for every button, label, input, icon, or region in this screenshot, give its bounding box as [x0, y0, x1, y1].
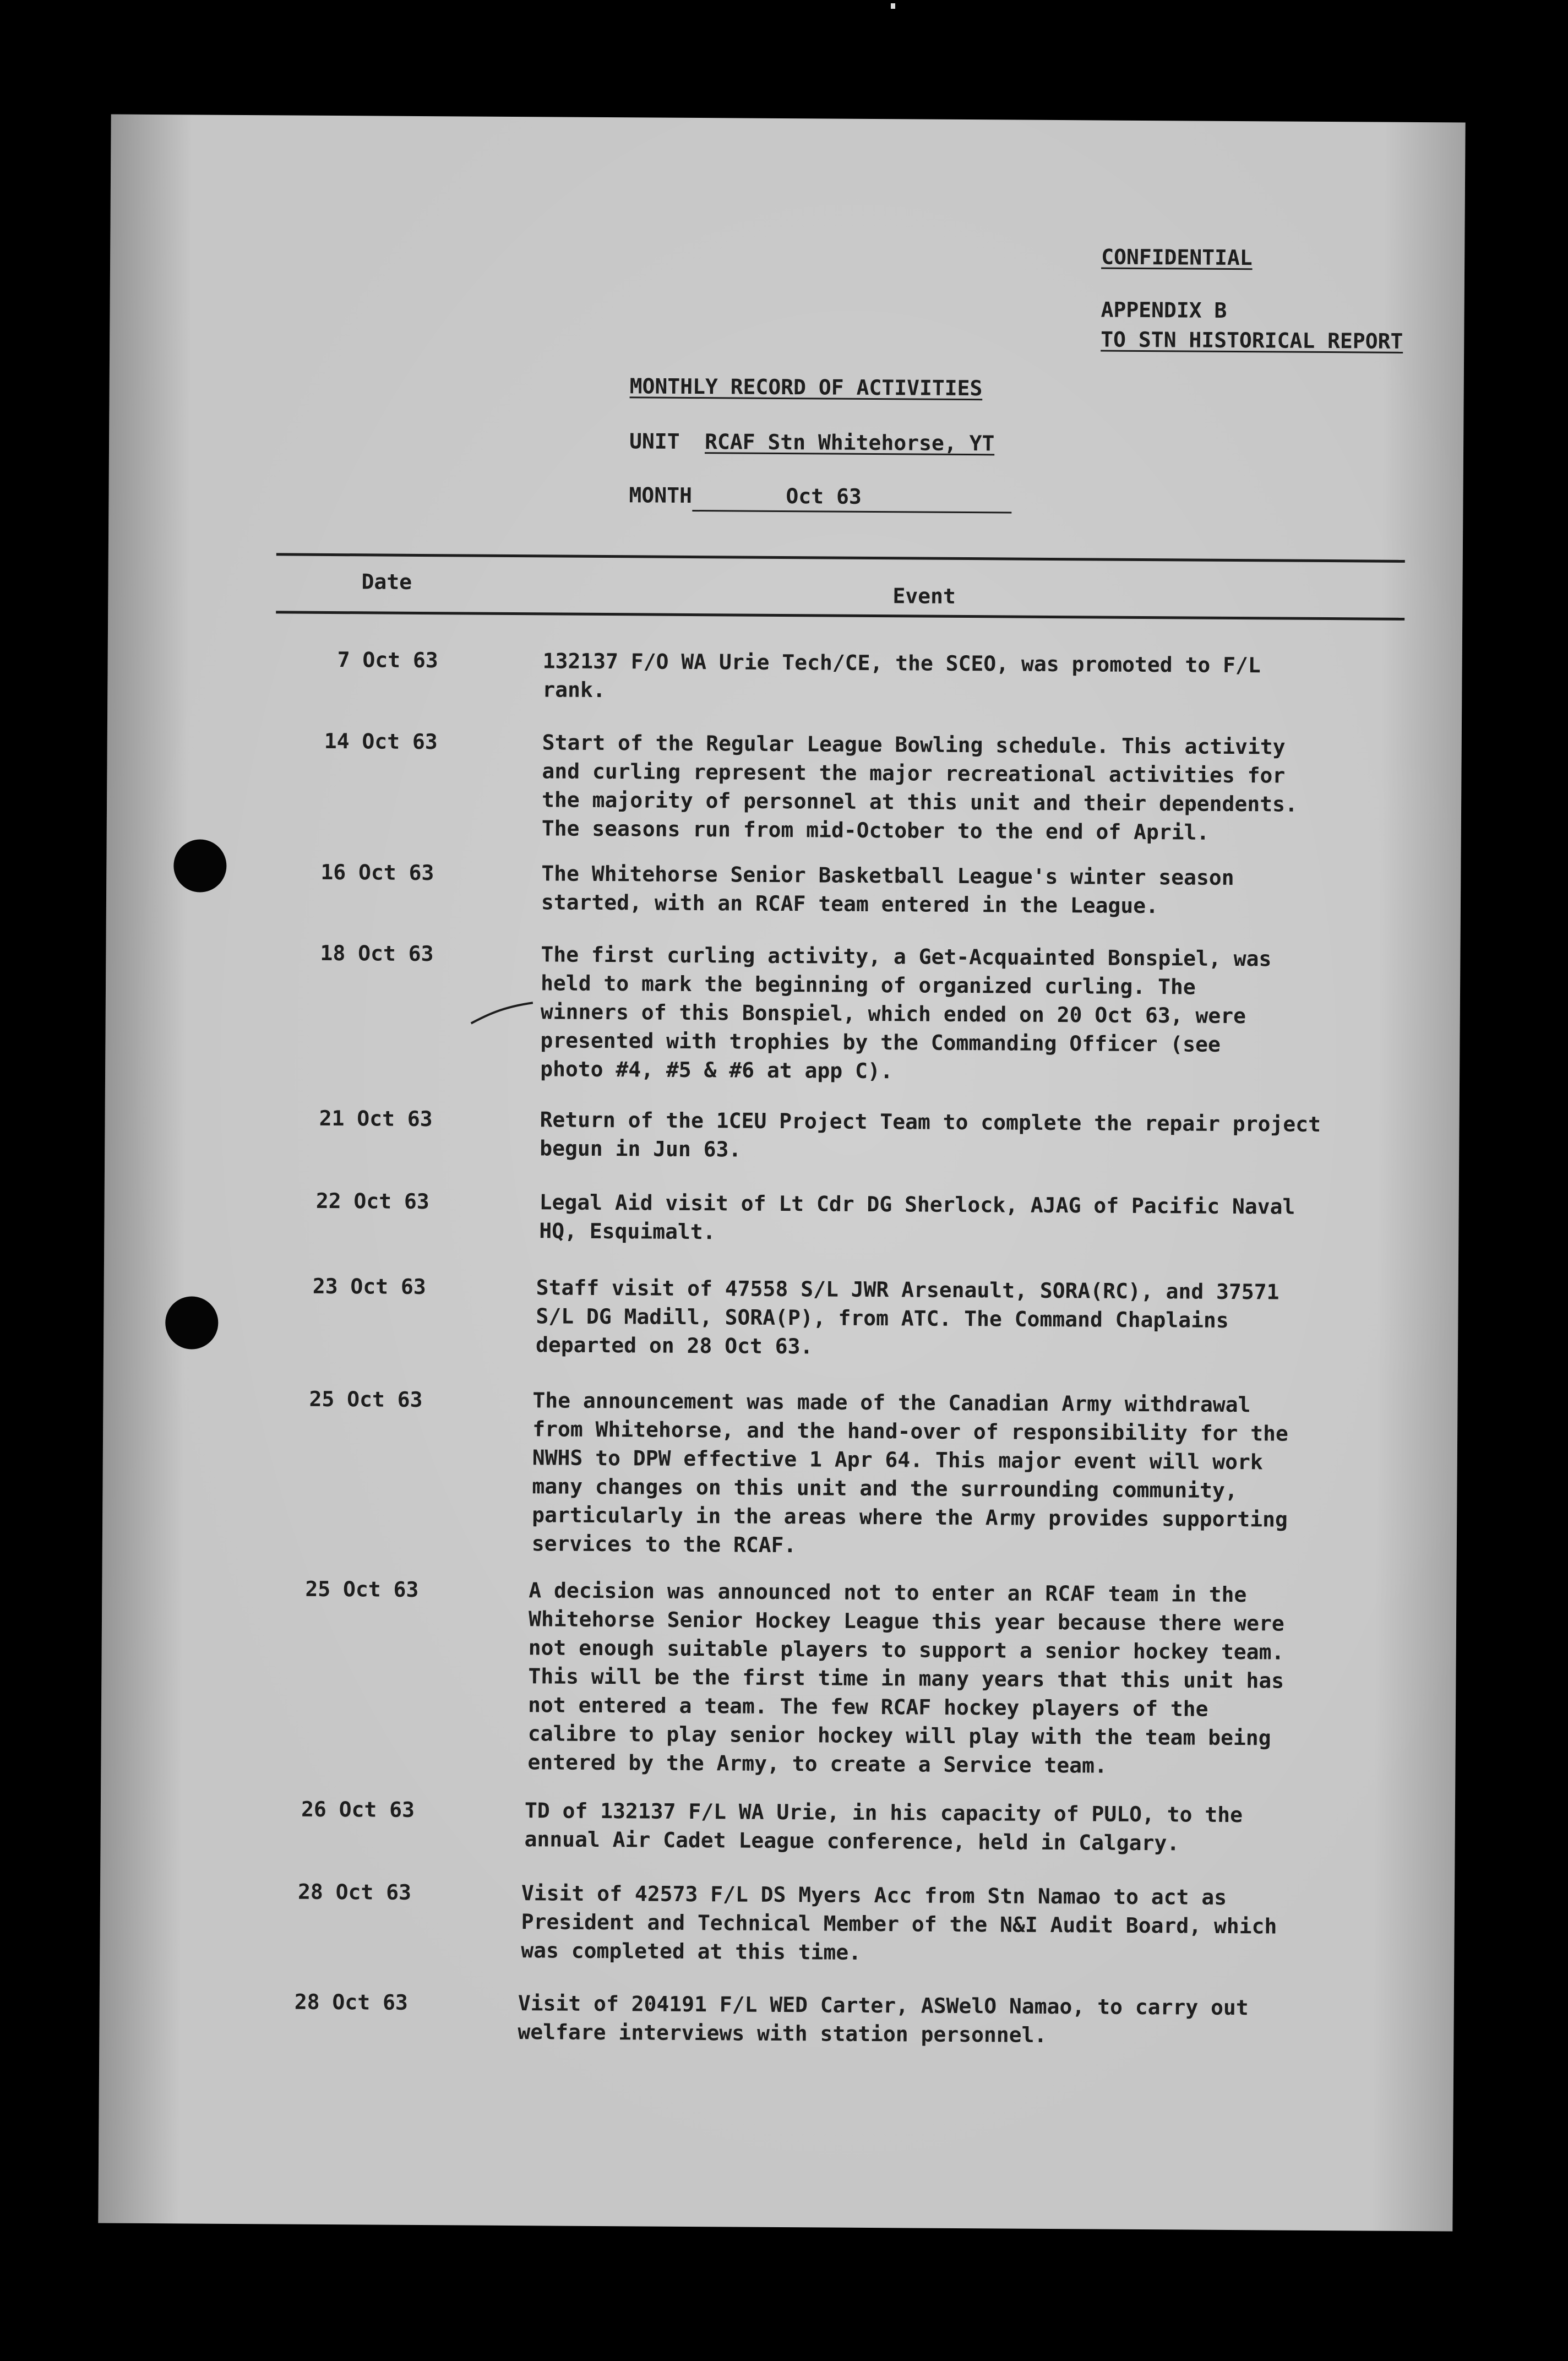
entry-date: 22 Oct 63 [315, 1188, 429, 1214]
classification-label: CONFIDENTIAL [1101, 244, 1253, 270]
entry-event: A decision was announced not to enter an RCAF team in the Whitehorse Senior Hockey League this year because there were not enough suitable players to support a senior hockey team. This will be the first time in many years that this unit has not entered a team. The few RCAF hockey players of the calibre to play senior hockey will play with the team being entered by the Army, to create a Service team. [527, 1578, 1284, 1778]
entry-event: Staff visit of 47558 S/L JWR Arsenault, SORA(RC), and 37571 S/L DG Madill, SORA(P), from ATC. The Command Chaplains departed on 28 Oct 63. [535, 1275, 1280, 1359]
entry-event: The first curling activity, a Get-Acquainted Bonspiel, was held to mark the beginning of organized curling. The winners of this Bonspiel, which ended on 20 Oct 63, were presented with trophies by the Commanding Officer (see photo #4, #5 & #6 at app C). [540, 942, 1272, 1084]
entry-date: 23 Oct 63 [312, 1274, 426, 1299]
entry-date: 21 Oct 63 [319, 1106, 433, 1131]
entry-event: The Whitehorse Senior Basketball League's winter season started, with an RCAF team entered in the League. [541, 861, 1234, 918]
document-page [98, 115, 1465, 2232]
date-column-header: Date [361, 569, 412, 594]
month-value: Oct 63 [786, 484, 862, 509]
month-underline [692, 510, 1011, 514]
entry-date: 14 Oct 63 [324, 728, 438, 754]
entry-date: 25 Oct 63 [305, 1576, 419, 1602]
entry-event: Visit of 204191 F/L WED Carter, ASWelO Namao, to carry out welfare interviews with station personnel. [518, 1991, 1249, 2047]
event-column-header: Event [892, 584, 956, 608]
punch-hole [173, 839, 227, 893]
entry-event: Start of the Regular League Bowling schedule. This activity and curling represent the major recreational activities for the majority of personnel at this unit and their dependents. The seasons run from mid-October to the end of April. [541, 730, 1298, 845]
unit-label: UNIT [629, 429, 680, 454]
table-header-rule [276, 611, 1404, 621]
entry-event: Legal Aid visit of Lt Cdr DG Sherlock, AJAG of Pacific Naval HQ, Esquimalt. [539, 1190, 1295, 1244]
unit-value: RCAF Stn Whitehorse, YT [704, 429, 995, 456]
entry-date: 28 Oct 63 [294, 1989, 408, 2015]
film-mark [891, 3, 895, 9]
entry-date: 18 Oct 63 [320, 940, 434, 966]
month-label: MONTH [629, 483, 693, 508]
entry-date: 26 Oct 63 [301, 1797, 415, 1822]
entry-date: 25 Oct 63 [309, 1386, 423, 1412]
entry-date: 7 Oct 63 [337, 648, 438, 673]
entry-event: Visit of 42573 F/L DS Myers Acc from Stn Namao to act as President and Technical Member of the N&I Audit Board, which was completed at this time. [521, 1881, 1277, 1965]
appendix-label: APPENDIX B [1101, 297, 1227, 323]
punch-hole [165, 1296, 219, 1350]
entry-event: The announcement was made of the Canadian Army withdrawal from Whitehorse, and the hand-over of responsibility for the NWHS to DPW effective 1 Apr 64. This major event will work many changes on this unit and the surrounding community, particularly in the areas where the Army provides supporting services to the RCAF. [531, 1388, 1288, 1558]
document-title: MONTHLY RECORD OF ACTIVITIES [629, 374, 983, 401]
table-top-rule [276, 553, 1405, 563]
entry-date: 28 Oct 63 [297, 1879, 412, 1905]
entry-event: 132137 F/O WA Urie Tech/CE, the SCEO, was promoted to F/L rank. [542, 649, 1261, 703]
pen-annotation [469, 999, 535, 1027]
entry-date: 16 Oct 63 [320, 859, 434, 885]
entry-event: Return of the 1CEU Project Team to complete the repair project begun in Jun 63. [540, 1107, 1321, 1162]
entry-event: TD of 132137 F/L WA Urie, in his capacity of PULO, to the annual Air Cadet League conference, held in Calgary. [524, 1798, 1243, 1856]
appendix-target: TO STN HISTORICAL REPORT [1101, 327, 1403, 353]
